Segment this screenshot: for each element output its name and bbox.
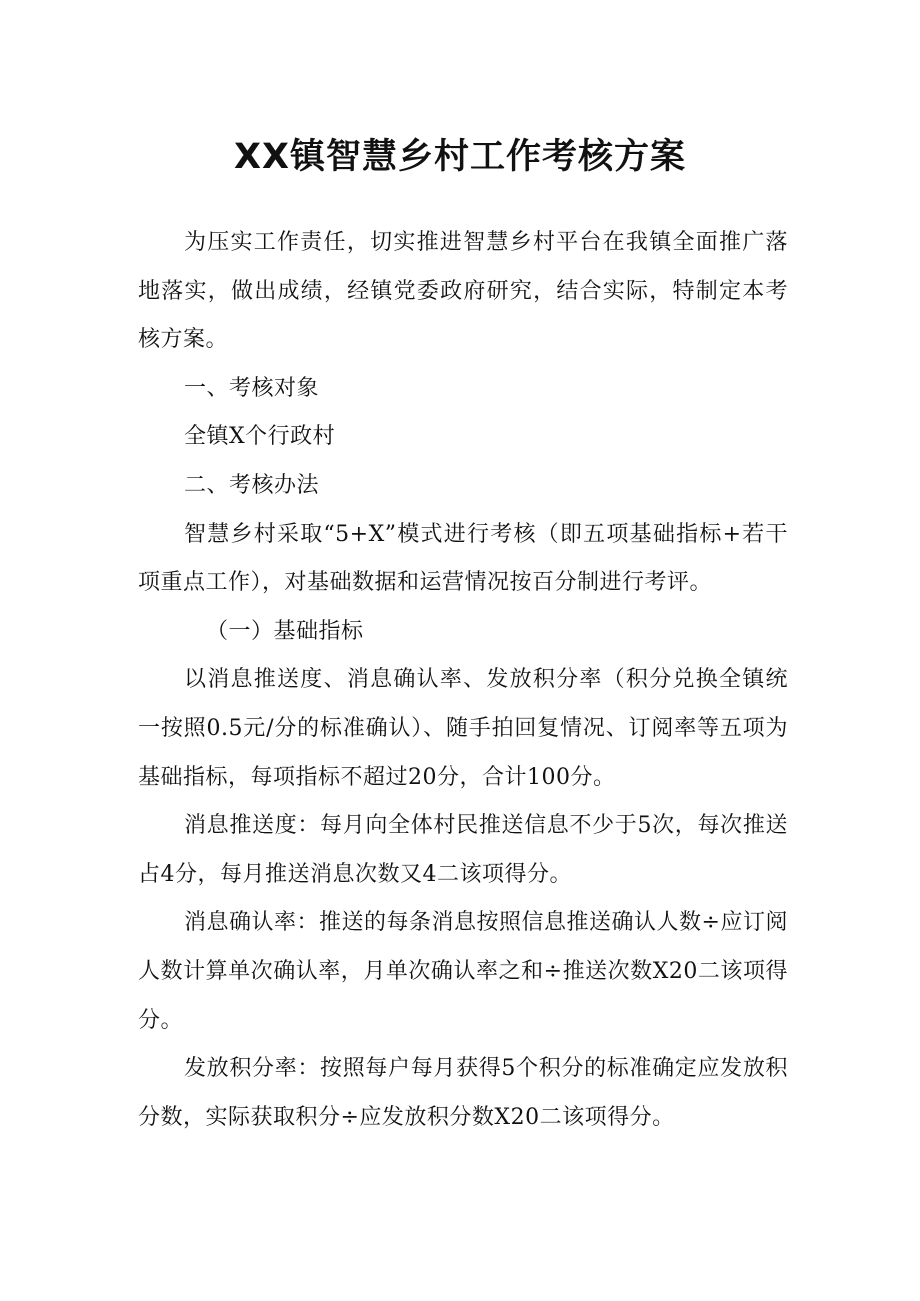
paragraph-message-confirmation: 消息确认率：推送的每条消息按照信息推送确认人数÷应订阅人数计算单次确认率，月单次确认率之和÷推送次数X20二该项得分。 bbox=[138, 910, 788, 1033]
paragraph-intro: 为压实工作责任，切实推进智慧乡村平台在我镇全面推广落地落实，做出成绩，经镇党委政府研究，结合实际，特制定本考核方案。 bbox=[138, 230, 788, 353]
paragraph-assessment-target: 全镇X个行政村 bbox=[184, 424, 336, 450]
document-body bbox=[138, 219, 788, 1142]
document-title: XX镇智慧乡村工作考核方案 bbox=[234, 137, 686, 177]
section-heading-assessment-target: 一、考核对象 bbox=[184, 375, 320, 401]
paragraph-basic-indicators: 以消息推送度、消息确认率、发放积分率（积分兑换全镇统一按照0.5元/分的标准确认）、随手拍回复情况、订阅率等五项为基础指标，每项指标不超过20分，合计100分。 bbox=[138, 667, 788, 790]
paragraph-points-issuance: 发放积分率：按照每户每月获得5个积分的标准确定应发放积分数，实际获取积分÷应发放积分数X20二该项得分。 bbox=[138, 1056, 788, 1130]
paragraph-message-push: 消息推送度：每月向全体村民推送信息不少于5次，每次推送占4分，每月推送消息次数又4二该项得分。 bbox=[138, 813, 788, 887]
paragraph-assessment-method: 智慧乡村采取“5+X”模式进行考核（即五项基础指标+若干项重点工作），对基础数据和运营情况按百分制进行考评。 bbox=[138, 521, 788, 596]
subsection-heading-basic-indicators: （一）基础指标 bbox=[206, 618, 364, 644]
section-heading-assessment-method: 二、考核办法 bbox=[184, 472, 320, 498]
